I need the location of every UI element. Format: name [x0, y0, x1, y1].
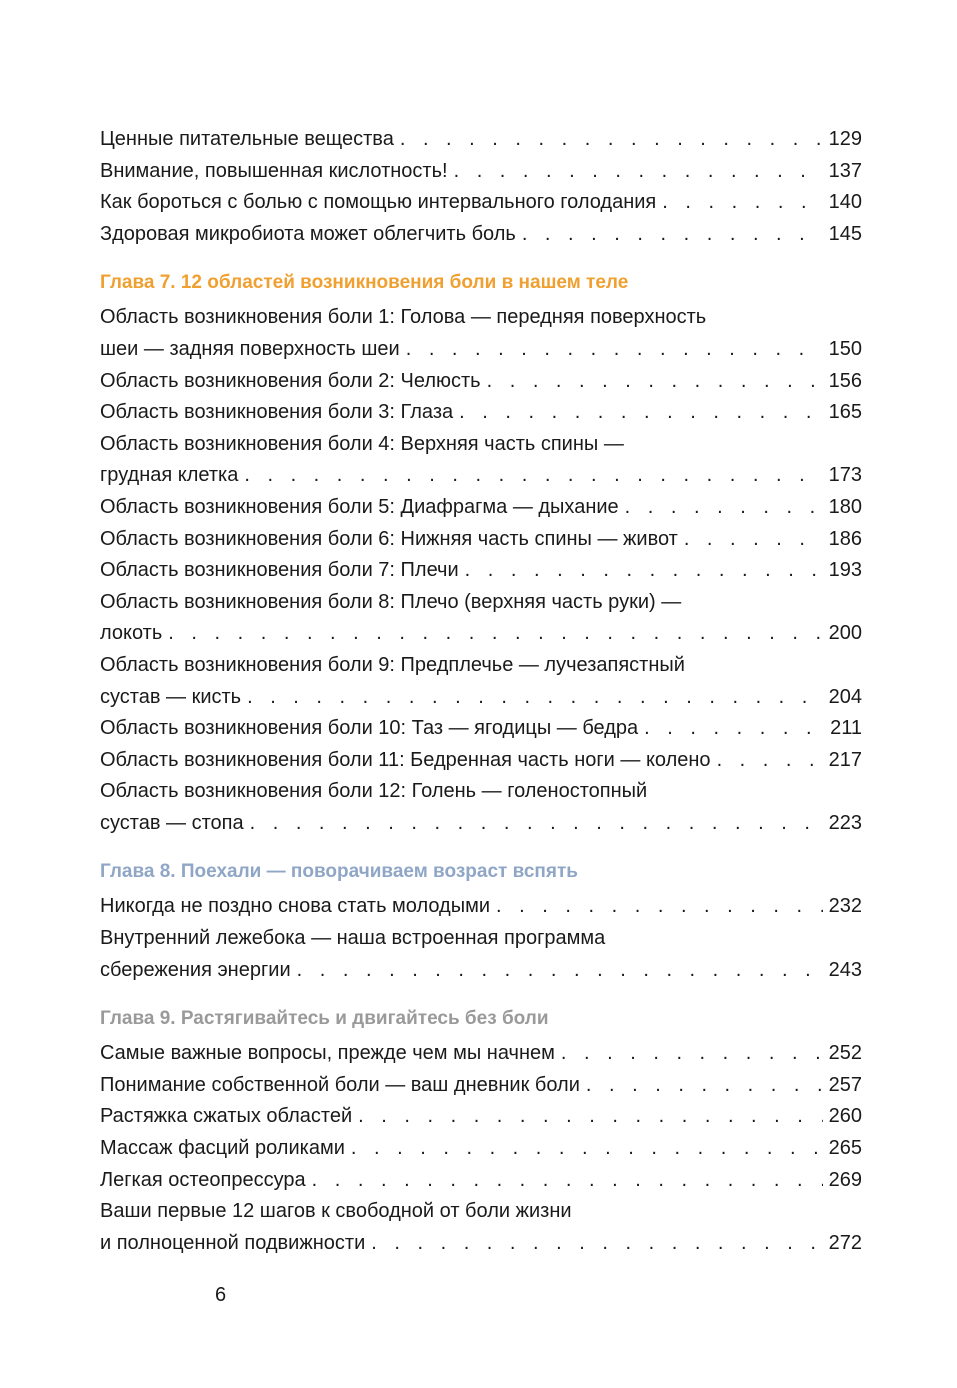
toc-page-number: 243	[828, 958, 862, 981]
toc-page-number: 145	[828, 222, 862, 245]
dot-leader	[358, 1101, 823, 1133]
dot-leader	[400, 124, 823, 156]
toc-entry-title-line: Область возникновения боли 1: Голова — передняя поверхность	[100, 306, 707, 329]
dot-leader	[406, 334, 823, 366]
toc-entry-row	[100, 745, 862, 777]
toc-page-number: 129	[828, 128, 862, 150]
toc-page-number: 186	[828, 527, 862, 550]
toc-page-number: 217	[828, 748, 862, 771]
toc-page-number: 200	[828, 622, 862, 645]
toc-entry-title-line: Как бороться с болью с помощью интервального голодания	[100, 191, 657, 214]
toc-entry-row	[100, 397, 862, 429]
toc-entry-title-line: локоть	[100, 622, 163, 645]
toc-page-number: 150	[828, 337, 862, 360]
dot-leader	[496, 891, 823, 923]
toc-entry-title-line: Область возникновения боли 7: Плечи	[100, 559, 459, 582]
toc-entry-title-line: Самые важные вопросы, прежде чем мы начнем	[100, 1042, 555, 1065]
toc-entry	[100, 650, 862, 713]
dot-leader	[644, 713, 824, 745]
toc-entry-row	[100, 955, 862, 987]
chapter-heading: Глава 9. Растягивайтесь и двигайтесь без боли	[100, 1008, 549, 1030]
toc-entry-row	[100, 618, 862, 650]
dot-leader	[459, 397, 823, 429]
toc-page-number: 257	[828, 1073, 862, 1096]
toc-section	[100, 124, 862, 250]
toc-entry	[100, 429, 862, 492]
toc-entry	[100, 492, 862, 524]
toc-entry-row	[100, 1101, 862, 1133]
toc-page-number: 140	[828, 191, 862, 214]
toc-entry-title-line: Область возникновения боли 9: Предплечье — лучезапястный	[100, 653, 685, 676]
toc-entry-title-line: Ценные питательные вещества	[100, 128, 394, 150]
toc-entry-row	[100, 124, 862, 156]
dot-leader	[168, 618, 822, 650]
toc-entry-row	[100, 891, 862, 923]
toc-entry	[100, 555, 862, 587]
toc-entry-row	[100, 156, 862, 188]
toc-entry-title-line: Область возникновения боли 10: Таз — ягодицы — бедра	[100, 717, 639, 740]
toc-entry-row	[100, 524, 862, 556]
toc-entry-title-line: Ваши первые 12 шагов к свободной от боли жизни	[100, 1200, 572, 1223]
toc-entry	[100, 1196, 862, 1259]
dot-leader	[561, 1038, 823, 1070]
toc-section	[100, 1003, 862, 1259]
toc-entry-title-line: Область возникновения боли 4: Верхняя часть спины —	[100, 432, 624, 455]
dot-leader	[717, 745, 823, 777]
toc-entry-row	[100, 1038, 862, 1070]
toc-entry-title-line: Область возникновения боли 5: Диафрагма — дыхание	[100, 495, 619, 518]
toc-entry	[100, 524, 862, 556]
toc-entry-row	[100, 366, 862, 398]
dot-leader	[625, 492, 823, 524]
toc-page-number: 223	[828, 811, 862, 834]
dot-leader	[522, 219, 823, 251]
toc-entry-row	[100, 1165, 862, 1197]
toc-entry	[100, 745, 862, 777]
toc-entry-title-line: сустав — стопа	[100, 811, 244, 834]
toc-entry-title-line: грудная клетка	[100, 464, 239, 487]
toc-entry-row	[100, 555, 862, 587]
toc-page-number: 232	[828, 895, 862, 918]
chapter-heading: Глава 8. Поехали — поворачиваем возраст вспять	[100, 861, 578, 883]
toc-entry-title-line: Область возникновения боли 8: Плечо (верхняя часть руки) —	[100, 590, 682, 613]
toc-entry-title-line: Массаж фасций роликами	[100, 1137, 345, 1160]
toc-entry-row	[100, 334, 862, 366]
toc-entry-row	[100, 1228, 862, 1260]
toc-page-number: 272	[828, 1231, 862, 1254]
toc-entry-title-line: сбережения энергии	[100, 958, 291, 981]
toc-entry-title-line: Растяжка сжатых областей	[100, 1105, 353, 1128]
page-number: 6	[215, 1284, 227, 1306]
toc-entry	[100, 1133, 862, 1165]
toc-entry-title-line: сустав — кисть	[100, 685, 242, 708]
toc-page-number: 156	[828, 369, 862, 392]
toc-entry	[100, 713, 862, 745]
toc-page-number: 260	[828, 1105, 862, 1128]
toc-entry	[100, 891, 862, 923]
toc-entry-title-line: Внутренний лежебока — наша встроенная программа	[100, 927, 606, 950]
toc-entry-row	[100, 1070, 862, 1102]
toc-entry-title-line: Область возникновения боли 6: Нижняя часть спины — живот	[100, 527, 678, 550]
dot-leader	[247, 682, 823, 714]
toc-entry-row	[100, 1133, 862, 1165]
toc-entry-row	[100, 187, 862, 219]
toc-section	[100, 267, 862, 839]
dot-leader	[351, 1133, 823, 1165]
toc-entry	[100, 219, 862, 251]
dot-leader	[250, 808, 823, 840]
dot-leader	[244, 460, 822, 492]
toc-page-number: 252	[828, 1042, 862, 1065]
dot-leader	[454, 156, 823, 188]
toc-entry-row	[100, 682, 862, 714]
toc-page-number: 173	[828, 464, 862, 487]
toc-entry-title-line: Область возникновения боли 11: Бедренная часть ноги — колено	[100, 748, 711, 771]
toc-page-number: 204	[828, 685, 862, 708]
toc-entry	[100, 156, 862, 188]
toc-page-number: 137	[828, 159, 862, 182]
toc-entry	[100, 302, 862, 365]
toc-page-number: 265	[828, 1137, 862, 1160]
toc-entry-title-line: шеи — задняя поверхность шеи	[100, 337, 400, 360]
dot-leader	[586, 1070, 823, 1102]
toc-page-number: 165	[828, 401, 862, 424]
toc-entry-title-line: и полноценной подвижности	[100, 1231, 366, 1254]
toc-entry-title-line: Легкая остеопрессура	[100, 1168, 306, 1191]
toc-entry-row	[100, 713, 862, 745]
toc-entry	[100, 1038, 862, 1070]
toc-page-number: 180	[828, 495, 862, 518]
toc-entry-row	[100, 492, 862, 524]
toc-entry-row	[100, 460, 862, 492]
dot-leader	[487, 366, 823, 398]
toc-entry-title-line: Понимание собственной боли — ваш дневник боли	[100, 1073, 580, 1096]
dot-leader	[371, 1228, 822, 1260]
toc-entry	[100, 397, 862, 429]
toc-entry-title-line: Область возникновения боли 2: Челюсть	[100, 369, 481, 392]
chapter-heading: Глава 7. 12 областей возникновения боли в нашем теле	[100, 272, 629, 294]
dot-leader	[662, 187, 822, 219]
toc-entry-title-line: Здоровая микробиота может облегчить боль	[100, 222, 516, 245]
toc-entry-row	[100, 219, 862, 251]
toc-page-number: 211	[830, 717, 862, 740]
toc-page-number: 193	[828, 559, 862, 582]
toc-entry	[100, 366, 862, 398]
table-of-contents	[100, 124, 862, 1259]
toc-entry	[100, 776, 862, 839]
toc-entry	[100, 923, 862, 986]
toc-page-number: 269	[828, 1168, 862, 1191]
dot-leader	[684, 524, 823, 556]
dot-leader	[465, 555, 823, 587]
toc-entry	[100, 1101, 862, 1133]
dot-leader	[312, 1165, 823, 1197]
toc-entry	[100, 587, 862, 650]
toc-entry	[100, 124, 862, 156]
toc-entry-title-line: Область возникновения боли 3: Глаза	[100, 401, 454, 424]
toc-entry	[100, 1165, 862, 1197]
toc-entry-row	[100, 808, 862, 840]
dot-leader	[297, 955, 823, 987]
toc-entry	[100, 187, 862, 219]
toc-entry-title-line: Никогда не поздно снова стать молодыми	[100, 895, 491, 918]
toc-entry	[100, 1070, 862, 1102]
toc-entry-title-line: Внимание, повышенная кислотность!	[100, 159, 448, 182]
toc-section	[100, 856, 862, 986]
toc-entry-title-line: Область возникновения боли 12: Голень — голеностопный	[100, 780, 648, 803]
